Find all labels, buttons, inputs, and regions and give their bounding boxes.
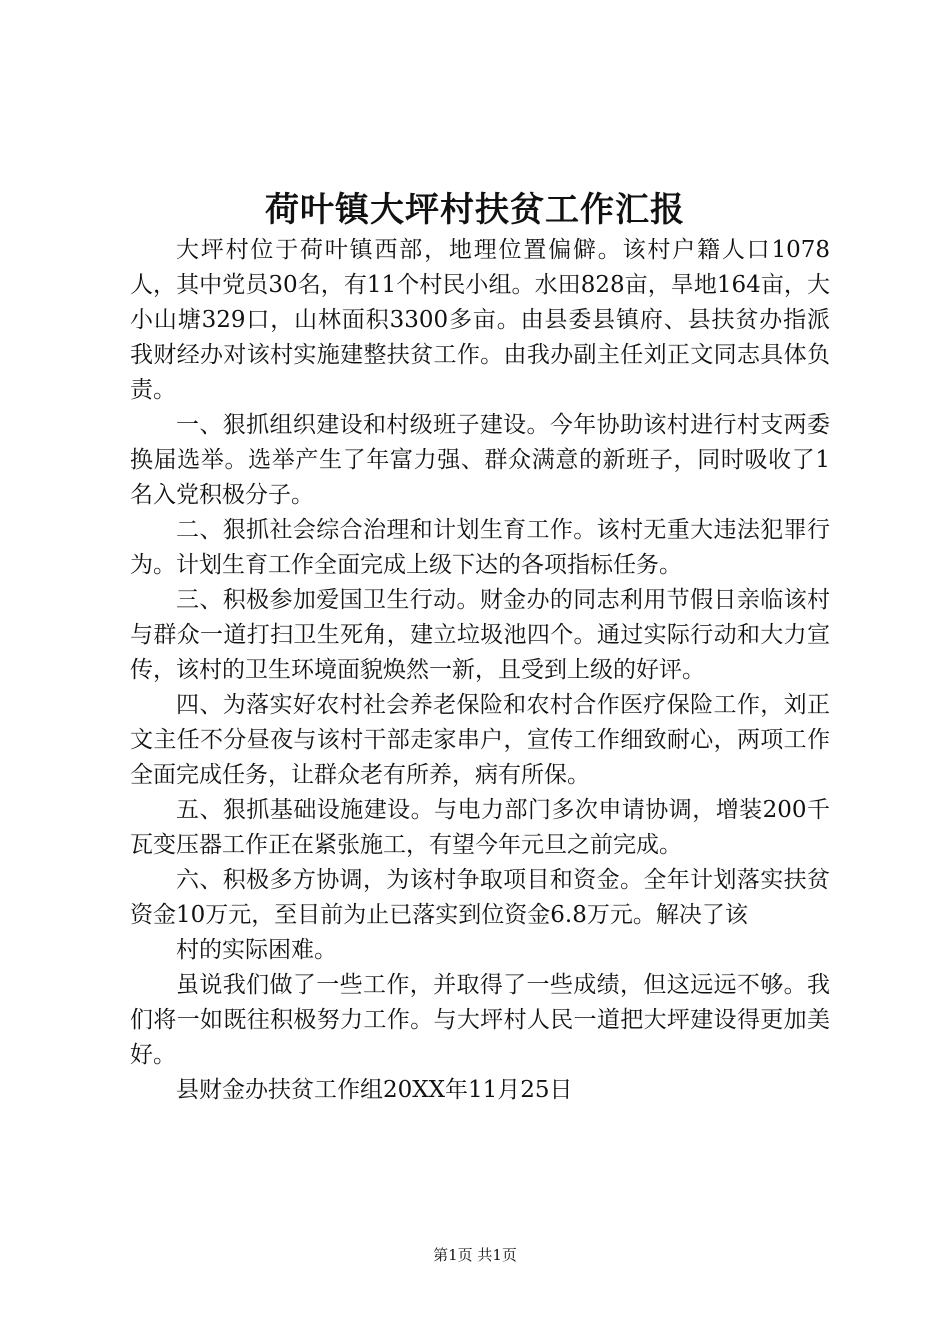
paragraph-item-6: 六、积极多方协调，为该村争取项目和资金。全年计划落实扶贫资金10万元，至目前为止已落实到位资金6.8万元。解决了该 xyxy=(130,867,830,928)
signature-line: 县财金办扶贫工作组20XX年11月25日 xyxy=(176,1077,573,1103)
paragraph-item-5: 五、狠抓基础设施建设。与电力部门多次申请协调，增装200千瓦变压器工作正在紧张施工，有望今年元旦之前完成。 xyxy=(130,797,830,858)
paragraph-item-4: 四、为落实好农村社会养老保险和农村合作医疗保险工作，刘正文主任不分昼夜与该村干部走家串户，宣传工作细致耐心，两项工作全面完成任务，让群众老有所养，病有所保。 xyxy=(130,692,830,788)
paragraph-item-6-continuation: 村的实际困难。 xyxy=(176,937,337,963)
paragraph-intro: 大坪村位于荷叶镇西部，地理位置偏僻。该村户籍人口1078人，其中党员30名，有11个村民小组。水田828亩，旱地164亩，大小山塘329口，山林面积3300多亩。由县委县镇府、县扶贫办指派我财经办对该村实施建整扶贫工作。由我办副主任刘正文同志具体负责。 xyxy=(130,237,830,403)
document-body xyxy=(130,233,830,1108)
paragraph-item-2: 二、狠抓社会综合治理和计划生育工作。该村无重大违法犯罪行为。计划生育工作全面完成上级下达的各项指标任务。 xyxy=(130,517,830,578)
paragraph-item-1: 一、狠抓组织建设和村级班子建设。今年协助该村进行村支两委换届选举。选举产生了年富力强、群众满意的新班子，同时吸收了1名入党积极分子。 xyxy=(130,412,830,508)
document-title: 荷叶镇大坪村扶贫工作汇报 xyxy=(265,190,685,230)
page-footer: 第1页 共1页 xyxy=(433,1246,517,1264)
paragraph-conclusion: 虽说我们做了一些工作，并取得了一些成绩，但这远远不够。我们将一如既往积极努力工作。与大坪村人民一道把大坪建设得更加美好。 xyxy=(130,972,830,1068)
paragraph-item-3: 三、积极参加爱国卫生行动。财金办的同志利用节假日亲临该村与群众一道打扫卫生死角，建立垃圾池四个。通过实际行动和大力宣传，该村的卫生环境面貌焕然一新，且受到上级的好评。 xyxy=(130,587,830,683)
